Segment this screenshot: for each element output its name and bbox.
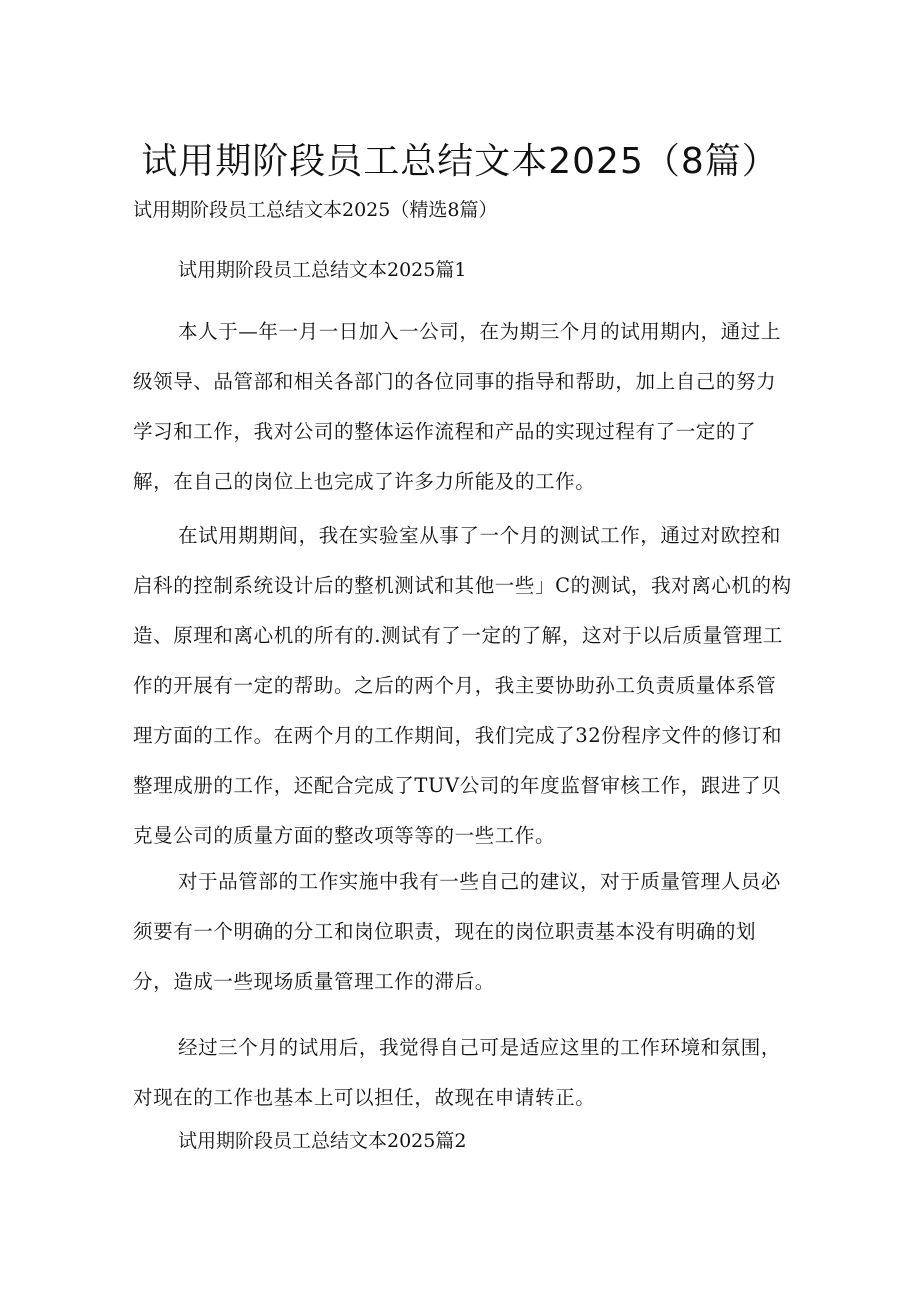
paragraph-1: 本人于—年一月一日加入一公司，在为期三个月的试用期内，通过上级领导、品管部和相关各部门的各位同事的指导和帮助，加上自己的努力学习和工作，我对公司的整体运作流程和产品的实现过程有了一定的了解，在自己的岗位上也完成了许多力所能及的工作。 <box>133 320 782 493</box>
document-title: 试用期阶段员工总结文本2025（8篇） <box>141 141 779 182</box>
paragraph-2: 在试用期期间，我在实验室从事了一个月的测试工作，通过对欧控和启科的控制系统设计后的整机测试和其他一些」C的测试，我对离心机的构造、原理和离心机的所有的.测试有了一定的了解，这对于以后质量管理工作的开展有一定的帮助。之后的两个月，我主要协助孙工负责质量体系管理方面的工作。在两个月的工作期间，我们完成了32份程序文件的修订和整理成册的工作，还配合完成了TUV公司的年度监督审核工作，跟进了贝克曼公司的质量方面的整改项等等的一些工作。 <box>133 524 792 847</box>
document-subtitle: 试用期阶段员工总结文本2025（精选8篇） <box>133 199 498 221</box>
paragraph-3: 对于品管部的工作实施中我有一些自己的建议，对于质量管理人员必须要有一个明确的分工和岗位职责，现在的岗位职责基本没有明确的划分，造成一些现场质量管理工作的滞后。 <box>133 870 782 993</box>
paragraph-4: 经过三个月的试用后，我觉得自己可是适应这里的工作环境和氛围，对现在的工作也基本上可以担任，故现在申请转正。 <box>133 1036 782 1109</box>
section-heading-1: 试用期阶段员工总结文本2025篇1 <box>178 259 467 281</box>
section-heading-2: 试用期阶段员工总结文本2025篇2 <box>178 1130 467 1152</box>
